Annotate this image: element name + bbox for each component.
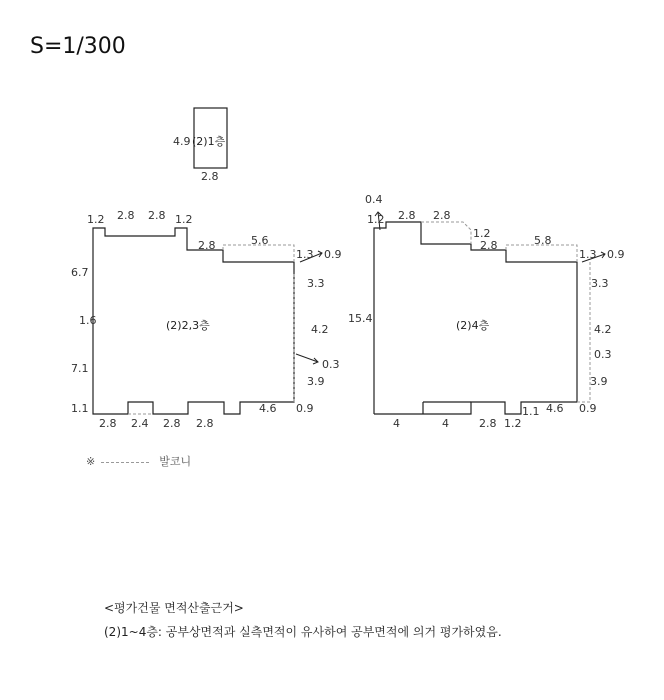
floor23-dim-bottom-2: 2.4 bbox=[131, 417, 149, 430]
floor23-dim-top-3: 2.8 bbox=[148, 209, 166, 222]
floor23-dim-right-5: 0.9 bbox=[296, 402, 314, 415]
floor1-label: (2)1층 bbox=[192, 135, 226, 148]
floor23-dim-left-2: 1.6 bbox=[79, 314, 97, 327]
floor4-dim-bottom-5: 1.1 bbox=[522, 405, 540, 418]
floor23-dim-left-4: 1.1 bbox=[71, 402, 89, 415]
floor4-dim-top-8: 1.3 bbox=[579, 248, 597, 261]
floor4-dim-top-3: 2.8 bbox=[398, 209, 416, 222]
floor4-dim-bottom-2: 4 bbox=[442, 417, 449, 430]
floor4-dim-top-5: 1.2 bbox=[473, 227, 491, 240]
floor23-dim-bottom-1: 2.8 bbox=[99, 417, 117, 430]
floor23-dim-right-3: 0.3 bbox=[322, 358, 340, 371]
floor4-balcony-top bbox=[421, 222, 471, 244]
floor23-dim-right-1: 3.3 bbox=[307, 277, 325, 290]
legend-label: 발코니 bbox=[159, 455, 192, 468]
floor23-plan bbox=[71, 209, 342, 430]
floor4-dim-top-2: 1.2 bbox=[367, 213, 385, 226]
floor23-balcony bbox=[223, 245, 294, 262]
floor4-plan bbox=[348, 193, 625, 430]
floor23-dim-right-2: 4.2 bbox=[311, 323, 329, 336]
legend-symbol: ※ bbox=[86, 455, 96, 468]
floor4-dim-bottom-4: 1.2 bbox=[504, 417, 522, 430]
floor4-dim-right-3: 0.3 bbox=[594, 348, 612, 361]
floor4-dim-right-4: 3.9 bbox=[590, 375, 608, 388]
floor4-dim-bottom-6: 4.6 bbox=[546, 402, 564, 415]
scale-label: S=1/300 bbox=[30, 34, 126, 59]
floor1-dim-height: 4.9 bbox=[173, 135, 191, 148]
floor23-dim-left-1: 6.7 bbox=[71, 266, 89, 279]
floor23-dim-top-8: 0.9 bbox=[324, 248, 342, 261]
floor4-label: (2)4층 bbox=[456, 319, 490, 332]
floor23-dim-top-1: 1.2 bbox=[87, 213, 105, 226]
notes-body: (2)1~4층: 공부상면적과 실측면적이 유사하여 공부면적에 의거 평가하였음. bbox=[104, 625, 502, 639]
floor23-dim-bottom-4: 2.8 bbox=[196, 417, 214, 430]
notes-title: <평가건물 면적산출근거> bbox=[104, 601, 244, 615]
floor4-dim-top-9: 0.9 bbox=[607, 248, 625, 261]
floor4-dim-right-2: 4.2 bbox=[594, 323, 612, 336]
floor4-balcony-right bbox=[577, 262, 590, 402]
floor4-dim-right-5: 0.9 bbox=[579, 402, 597, 415]
floor23-dim-top-7: 1.3 bbox=[296, 248, 314, 261]
floor23-dim-top-6: 5.6 bbox=[251, 234, 269, 247]
floor23-dim-left-3: 7.1 bbox=[71, 362, 89, 375]
floor4-balcony-top-right bbox=[506, 245, 577, 262]
floor4-dim-left-1: 15.4 bbox=[348, 312, 373, 325]
floor1-plan bbox=[173, 108, 227, 183]
floor23-dim-top-2: 2.8 bbox=[117, 209, 135, 222]
floor4-dim-top-6: 2.8 bbox=[480, 239, 498, 252]
legend-dashed-line bbox=[101, 462, 149, 463]
floor4-dim-top-7: 5.8 bbox=[534, 234, 552, 247]
floor23-dim-bottom-5: 4.6 bbox=[259, 402, 277, 415]
floor4-dim-right-1: 3.3 bbox=[591, 277, 609, 290]
area-notes bbox=[104, 596, 502, 644]
floor4-dim-top-1: 0.4 bbox=[365, 193, 383, 206]
floor23-dim-bottom-3: 2.8 bbox=[163, 417, 181, 430]
balcony-legend bbox=[86, 453, 191, 469]
floor4-dim-bottom-1: 4 bbox=[393, 417, 400, 430]
floor23-dim-top-5: 2.8 bbox=[198, 239, 216, 252]
floor23-dim-right-4: 3.9 bbox=[307, 375, 325, 388]
floor1-dim-width: 2.8 bbox=[201, 170, 219, 183]
floor23-label: (2)2,3층 bbox=[166, 319, 210, 332]
floor4-dim-top-4: 2.8 bbox=[433, 209, 451, 222]
floor4-dim-bottom-3: 2.8 bbox=[479, 417, 497, 430]
floor23-dim-top-4: 1.2 bbox=[175, 213, 193, 226]
floor4-outline bbox=[374, 222, 577, 414]
